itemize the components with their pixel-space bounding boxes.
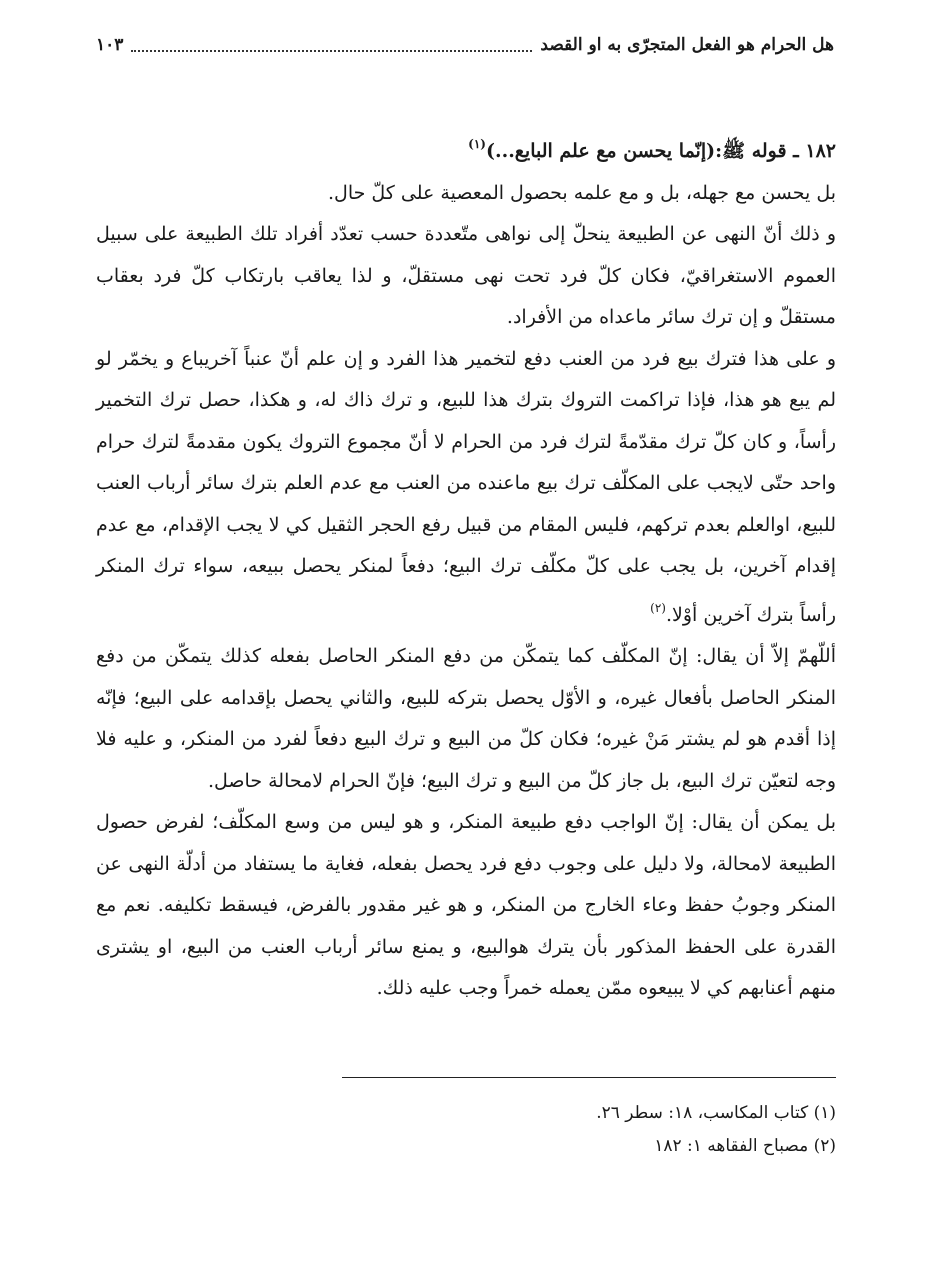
paragraph-4: أللّهمّ إلاّ أن يقال: إنّ المكلّف كما يتمكّن من دفع المنكر الحاصل بفعله كذلك يتمكّن من دفع المنكر الحاصل بأفعال غيره، و الأوّل يحصل بتركه للبيع، والثاني يحصل بإقدامه على البيع؛ فإنّه إذا أقدم هو لم يشتر مَنْ غيره؛ فكان كلّ من البيع و ترك البيع دفعاً لفرد من المنكر، و عليه فلا وجه لتعيّن ترك البيع، بل جاز كلّ من البيع و ترك البيع؛ فإنّ الحرام لامحالة حاصل. xyxy=(96,645,836,792)
section-heading-text: ١٨٢ ـ قوله ﷺ:(إنّما يحسن مع علم البايع...) xyxy=(485,140,836,162)
paragraph-5: بل يمكن أن يقال: إنّ الواجب دفع طبيعة المنكر، و هو ليس من وسع المكلّف؛ لفرض حصول الطبيعة لامحالة، ولا دليل على وجوب دفع فرد يحصل بفعله، فغاية ما يستفاد من أدلّة النهى عن المنكر وجوبُ حفظ وعاء الخارج من المنكر، و هو غير مقدور بالفرض، فيسقط تكليفه. نعم مع القدرة على الحفظ المذكور بأن يترك هوالبيع، و يمنع سائر أرباب العنب من البيع، او يشترى منهم أعنابهم كي لا يبيعوه ممّن يعمله خمراً وجب عليه ذلك. xyxy=(96,811,836,999)
header-dotted-leader xyxy=(131,50,532,52)
footnote-ref-1: (١) xyxy=(468,137,486,151)
footnote-ref-2: (٢) xyxy=(650,600,666,615)
footnote-divider xyxy=(342,1077,836,1078)
running-header xyxy=(96,30,834,60)
section-heading xyxy=(96,124,836,173)
page-number: ١٠٣ xyxy=(96,35,124,55)
paragraph-1: بل يحسن مع جهله، بل و مع علمه بحصول المعصية على كلّ حال. xyxy=(328,181,836,204)
header-title: هل الحرام هو الفعل المتجرّى به او القصد xyxy=(540,35,834,55)
footnote-1: (١) كتاب المكاسب، ١٨: سطر ٢٦. xyxy=(596,1103,836,1123)
paragraph-3 xyxy=(96,339,836,637)
footnote-2: (٢) مصباح الفقاهه ١: ١٨٢ xyxy=(654,1136,836,1156)
paragraph-2: و ذلك أنّ النهى عن الطبيعة ينحلّ إلى نواهى متّعددة حسب تعدّد أفراد تلك الطبيعة على سبيل العموم الاستغراقيّ، فكان كلّ فرد تحت نهى مستقلّ، و لذا يعاقب بارتكاب كلّ فرد بعقاب مستقلّ و إن ترك سائر ماعداه من الأفراد. xyxy=(96,223,836,328)
footnotes xyxy=(96,1097,836,1163)
paragraph-3-text: و على هذا فترك بيع فرد من العنب دفع لتخمير هذا الفرد و إن علم أنّ عنباً آخريباع و يخمّر لو لم يبع هو هذا، فإذا تراكمت التروك بترك هذا للبيع، و ترك ذاك له، و هكذا، حصل ترك التخمير رأساً، و كان كلّ ترك مقدّمةً لترك فرد من الحرام لا أنّ مجموع التروك يكون مقدمةً لترك حرام واحد حتّى لايجب على المكلّف ترك بيع ماعنده من العنب مع عدم العلم بترك سائر أرباب العنب للبيع، اوالعلم بعدم تركهم، فليس المقام من قبيل رفع الحجر الثقيل كي لا يجب الإقدام، مع عدم إقدام آخرين، بل يجب على كلّ مكلّف ترك البيع؛ دفعاً لمنكر يحصل ببيعه، سواء ترك المنكر رأساً بترك آخرين أوْلا. xyxy=(96,347,836,626)
main-text xyxy=(96,124,836,1010)
